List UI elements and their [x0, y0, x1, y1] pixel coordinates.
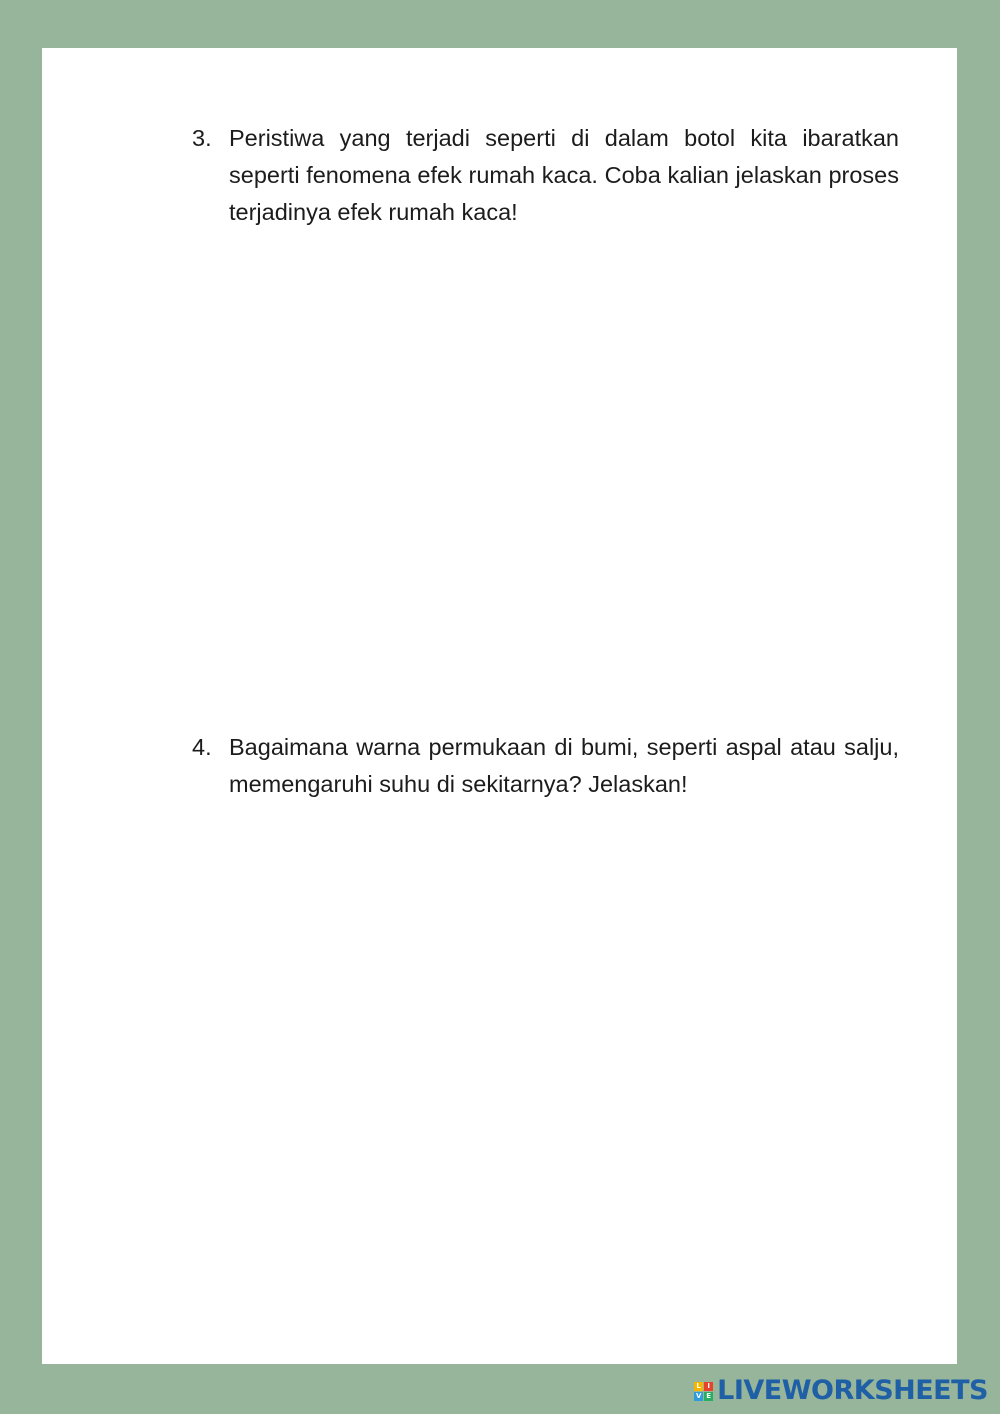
- answer-area-question-3[interactable]: [229, 248, 899, 688]
- question-number: 3.: [192, 125, 212, 151]
- question-number: 4.: [192, 734, 212, 760]
- logo-text: LIVEWORKSHEETS: [717, 1375, 988, 1406]
- worksheet-page: [42, 48, 957, 1364]
- logo-mark-letter: I: [704, 1382, 713, 1391]
- answer-area-question-4[interactable]: [229, 818, 899, 1318]
- question-text: Bagaimana warna permukaan di bumi, seperti aspal atau salju, memengaruhi suhu di sekitarnya? Jelaskan!: [229, 734, 899, 797]
- logo-mark-icon: [694, 1382, 713, 1401]
- question-text: Peristiwa yang terjadi seperti di dalam botol kita ibaratkan seperti fenomena efek rumah kaca. Coba kalian jelaskan proses terjadinya efek rumah kaca!: [229, 125, 899, 225]
- question-3: [192, 120, 899, 231]
- logo-mark-letter: V: [695, 1391, 702, 1400]
- question-4: [192, 729, 899, 803]
- liveworksheets-logo[interactable]: [694, 1376, 988, 1406]
- logo-mark-letter: E: [704, 1392, 713, 1401]
- logo-mark-letter: L: [694, 1382, 703, 1391]
